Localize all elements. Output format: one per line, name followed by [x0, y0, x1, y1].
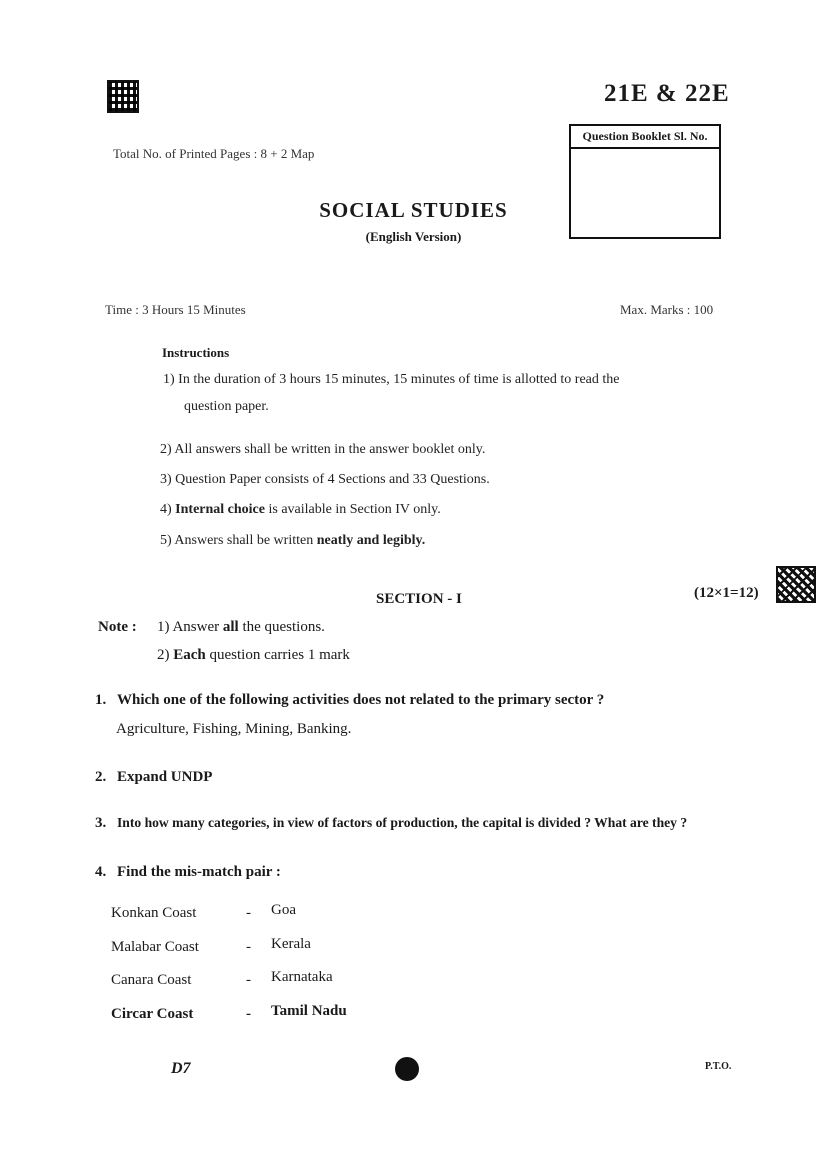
instruction-number: 3) — [160, 472, 172, 487]
match-left: Malabar Coast — [111, 939, 199, 955]
instruction-item — [160, 472, 490, 488]
question-text: Into how many categories, in view of factors of production, the capital is divided ? What are they ? — [117, 815, 688, 830]
note-text: the questions. — [238, 619, 325, 635]
note-emphasis: Each — [173, 647, 206, 663]
question-number: 4. — [95, 864, 107, 880]
time-duration: Time : 3 Hours 15 Minutes — [105, 302, 246, 317]
question-options: Agriculture, Fishing, Mining, Banking. — [116, 721, 352, 737]
match-right: Tamil Nadu — [271, 1003, 347, 1019]
question-text: Find the mis-match pair : — [117, 864, 281, 880]
match-right: Karnataka — [271, 969, 333, 985]
note-text: Answer — [172, 619, 223, 635]
match-dash: - — [246, 939, 251, 955]
instructions-title: Instructions — [162, 345, 230, 360]
question-4 — [95, 864, 281, 881]
instruction-number: 5) — [160, 533, 172, 548]
match-left: Canara Coast — [111, 972, 192, 988]
instruction-number: 2) — [160, 442, 172, 457]
qr-code-icon — [776, 566, 816, 603]
paper-code: 21E & 22E — [604, 80, 730, 107]
match-dash: - — [246, 972, 251, 988]
section-title: SECTION - I — [376, 591, 462, 607]
instruction-text: Answers shall be written — [174, 533, 317, 548]
instruction-item — [160, 502, 441, 518]
instruction-text: All answers shall be written in the answer booklet only. — [174, 442, 486, 457]
match-right: Goa — [271, 902, 296, 918]
note-item — [157, 647, 350, 664]
match-dash: - — [246, 1006, 251, 1022]
match-left: Konkan Coast — [111, 905, 197, 921]
barcode-icon — [107, 80, 139, 113]
match-left: Circar Coast — [111, 1006, 194, 1022]
footer-code: D7 — [171, 1060, 191, 1077]
note-item — [157, 619, 325, 636]
instruction-text: Question Paper consists of 4 Sections and 33 Questions. — [175, 472, 490, 487]
question-2 — [95, 769, 212, 786]
instruction-text: is available in Section IV only. — [265, 502, 441, 517]
instruction-item — [160, 533, 425, 549]
note-number: 2) — [157, 647, 170, 663]
instruction-number: 1) — [163, 372, 175, 387]
instruction-emphasis: neatly and legibly. — [316, 533, 426, 548]
note-text: question carries 1 mark — [205, 647, 350, 663]
instruction-item — [160, 442, 485, 458]
question-number: 1. — [95, 692, 107, 708]
please-turn-over: P.T.O. — [705, 1061, 732, 1072]
max-marks: Max. Marks : 100 — [620, 302, 714, 317]
subject-title: SOCIAL STUDIES — [319, 198, 508, 222]
question-3 — [95, 815, 687, 832]
note-label: Note : — [98, 619, 137, 635]
note-emphasis: all — [222, 619, 239, 635]
match-right: Kerala — [271, 936, 311, 952]
question-number: 2. — [95, 769, 107, 785]
question-1 — [95, 692, 604, 709]
match-dash: - — [246, 905, 251, 921]
instruction-text-cont: question paper. — [184, 399, 269, 414]
instruction-number: 4) — [160, 502, 172, 517]
question-text: Which one of the following activities does not related to the primary sector ? — [117, 692, 605, 708]
section-marks: (12×1=12) — [694, 585, 759, 601]
note-number: 1) — [157, 619, 170, 635]
registration-dot-icon — [395, 1057, 419, 1081]
version-label: (English Version) — [365, 229, 462, 244]
instruction-text: In the duration of 3 hours 15 minutes, 15 minutes of time is allotted to read the — [178, 372, 620, 387]
instruction-item — [163, 372, 619, 388]
question-text: Expand UNDP — [117, 769, 213, 785]
question-number: 3. — [95, 815, 107, 831]
instruction-emphasis: Internal choice — [175, 502, 265, 517]
booklet-serial-label: Question Booklet Sl. No. — [571, 126, 719, 149]
printed-pages: Total No. of Printed Pages : 8 + 2 Map — [113, 146, 315, 161]
